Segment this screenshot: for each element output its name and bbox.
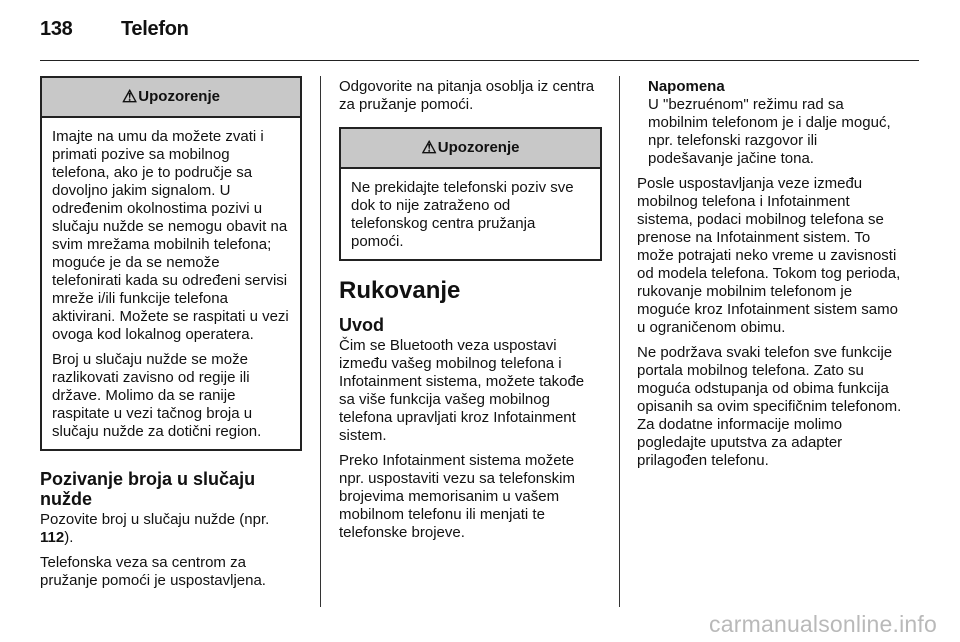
body-paragraph bbox=[40, 511, 302, 547]
warning-box bbox=[339, 127, 602, 261]
section-heading-sub: Uvod bbox=[339, 315, 384, 335]
warning-title: Upozorenje bbox=[437, 139, 520, 156]
warning-header bbox=[42, 78, 300, 118]
column-left bbox=[40, 76, 302, 597]
body-paragraph: Posle uspostavljanja veze između mobilnog telefona i Infotainment sistema, podaci mobilnog telefona se prenose na Infotainment sistem. To može potrajati neko vreme u zavisnosti od modela telefona. Tokom tog perioda, rukovanje mobilnim telefonom je moguće kroz Infotainment sistem samo u ograničenom obimu. bbox=[637, 175, 901, 336]
warning-paragraph: Broj u slučaju nužde se može razlikovati zavisno od regije ili države. Molimo da se ranije raspitate u vezi tačnog broja u slučaju nužde za dotični region. bbox=[52, 351, 262, 440]
warning-paragraph: Ne prekidajte telefonski poziv sve dok to nije zatraženo od telefonskog centra pružanja pomoći. bbox=[351, 179, 574, 250]
warning-title: Upozorenje bbox=[138, 88, 220, 105]
body-paragraph: Ne podržava svaki telefon sve funkcije portala mobilnog telefona. Zato su moguća odstupanja od obima funkcija opisanih sa ovim specifičnim telefonom. Za dodatne informacije molimo pogledajte uputstva za adapter prilagođen telefonu. bbox=[637, 344, 902, 469]
emergency-text: Pozovite broj u slučaju nužde (npr. bbox=[40, 511, 270, 528]
body-paragraph: Preko Infotainment sistema možete npr. uspostaviti vezu sa telefonskim brojevima memorisanim u vašem mobilnom telefonu ili menjati te telefonske brojeve. bbox=[339, 452, 575, 541]
warning-paragraph: Imajte na umu da možete zvati i primati pozive sa mobilnog telefona, ako je to područje sa dovoljno jakim signalom. U određenim okolnostima pozivi u slučaju nužde se nemogu obavit na svim mrežama mobilnih telefona; moguće je da se nemože telefonirati kada su određeni servisi mreže i/ili funkcije telefona aktivirani. Možete se raspitati u vezi ovoga kod lokalnog operatera. bbox=[52, 128, 289, 343]
emergency-number: 112 bbox=[40, 529, 65, 546]
section-heading: Pozivanje broja u slučaju nužde bbox=[40, 469, 256, 509]
note-text: U "bezruénom" režimu rad sa mobilnim telefonom je i dalje moguć, npr. telefonski razgovor ili podešavanje jačine tona. bbox=[648, 96, 891, 167]
warning-body bbox=[42, 118, 300, 449]
warning-triangle-icon: ⚠ bbox=[122, 87, 138, 106]
body-paragraph: Čim se Bluetooth veza uspostavi između vašeg mobilnog telefona i Infotainment sistema, možete takođe sa više funkcija vašeg mobilnog telefona upravljati kroz Infotainment sistem. bbox=[339, 337, 585, 444]
column-middle bbox=[339, 78, 602, 549]
column-divider-1 bbox=[320, 76, 321, 607]
note-title: Napomena bbox=[648, 78, 725, 95]
warning-triangle-icon: ⚠ bbox=[421, 138, 437, 157]
watermark: carmanualsonline.info bbox=[709, 611, 937, 637]
body-paragraph: Odgovorite na pitanja osoblja iz centra za pružanje pomoći. bbox=[339, 78, 595, 113]
emergency-text-end: ). bbox=[64, 529, 74, 546]
header-rule bbox=[40, 60, 919, 61]
note-block bbox=[637, 78, 905, 168]
page-title: Telefon bbox=[121, 18, 189, 40]
warning-box bbox=[40, 76, 302, 451]
page-number: 138 bbox=[40, 18, 73, 40]
column-right bbox=[637, 78, 905, 477]
column-divider-2 bbox=[619, 76, 620, 607]
body-paragraph: Telefonska veza sa centrom za pružanje pomoći je uspostavljena. bbox=[40, 554, 266, 589]
warning-body bbox=[341, 169, 600, 259]
page-header bbox=[40, 18, 920, 48]
warning-header bbox=[341, 129, 600, 169]
section-heading-main: Rukovanje bbox=[339, 277, 461, 304]
